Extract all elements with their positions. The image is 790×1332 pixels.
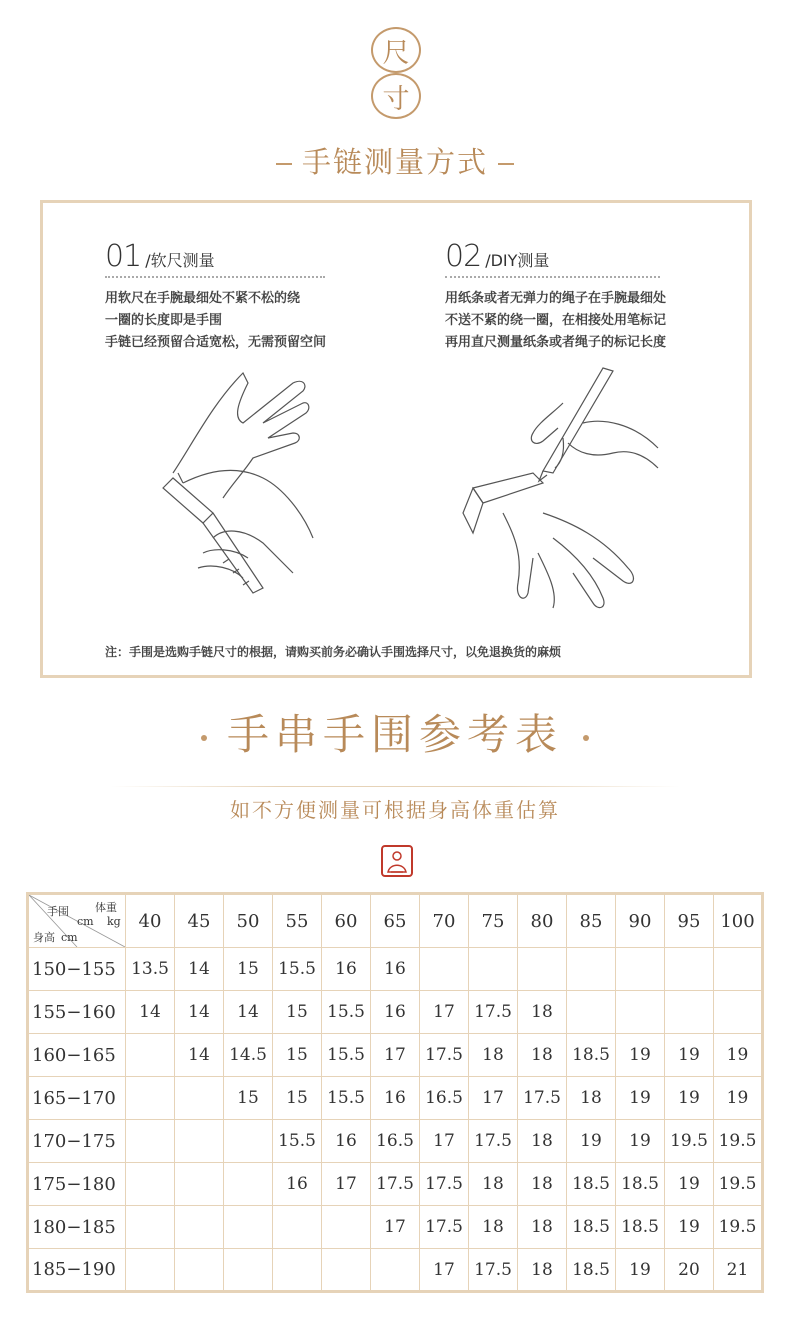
wrist-size-cell: 18 (469, 1206, 518, 1249)
wrist-size-cell: 15 (224, 948, 273, 991)
wrist-size-cell: 19.5 (665, 1120, 714, 1163)
wrist-size-cell: 18.5 (567, 1206, 616, 1249)
wrist-size-cell (616, 948, 665, 991)
size-table (26, 892, 764, 1293)
wrist-size-cell: 17.5 (518, 1077, 567, 1120)
height-range-cell: 180−185 (28, 1206, 126, 1249)
wrist-size-cell: 18 (518, 1249, 567, 1292)
wrist-size-cell: 15.5 (273, 1120, 322, 1163)
wrist-size-cell: 19 (616, 1249, 665, 1292)
weight-header-cell: 40 (126, 894, 175, 948)
size-table-subtitle: 如不方便测量可根据身高体重估算 (230, 798, 560, 822)
wrist-size-cell: 19 (665, 1077, 714, 1120)
weight-header-cell: 65 (371, 894, 420, 948)
height-range-cell: 170−175 (28, 1120, 126, 1163)
wrist-size-cell: 18.5 (567, 1163, 616, 1206)
title-divider (110, 786, 680, 787)
weight-header-cell: 60 (322, 894, 371, 948)
wrist-size-cell: 17 (420, 991, 469, 1034)
table-row (28, 1120, 763, 1163)
wrist-size-cell (126, 1206, 175, 1249)
wrist-size-cell: 15 (224, 1077, 273, 1120)
size-table-title (0, 702, 790, 762)
wrist-size-cell (175, 1120, 224, 1163)
wrist-size-cell (616, 991, 665, 1034)
wrist-size-cell (175, 1206, 224, 1249)
wrist-size-cell: 19 (665, 1034, 714, 1077)
wrist-size-cell (665, 948, 714, 991)
height-range-cell: 185−190 (28, 1249, 126, 1292)
wrist-size-cell: 14.5 (224, 1034, 273, 1077)
wrist-size-cell: 18 (469, 1163, 518, 1206)
wrist-size-cell: 16 (322, 1120, 371, 1163)
corner-height-label: 身高 (33, 931, 55, 944)
wrist-size-cell (126, 1249, 175, 1292)
wrist-size-cell: 13.5 (126, 948, 175, 991)
measure-frame (40, 200, 752, 678)
weight-header-cell: 70 (420, 894, 469, 948)
wrist-size-cell (224, 1249, 273, 1292)
table-row (28, 1077, 763, 1120)
wrist-size-cell: 16 (371, 948, 420, 991)
wrist-size-cell: 19 (714, 1034, 763, 1077)
wrist-size-cell: 14 (126, 991, 175, 1034)
method-line: 再用直尺测量纸条或者绳子的标记长度 (445, 335, 667, 350)
corner-height-unit: cm (61, 931, 78, 944)
wrist-size-cell: 16 (273, 1163, 322, 1206)
wrist-size-cell: 17 (469, 1077, 518, 1120)
table-row (28, 948, 763, 991)
wrist-size-cell: 17 (322, 1163, 371, 1206)
buddha-seal-icon (381, 845, 413, 877)
wrist-size-cell: 21 (714, 1249, 763, 1292)
wrist-size-cell (224, 1163, 273, 1206)
method-number: 02 (445, 239, 482, 274)
height-range-cell: 160−165 (28, 1034, 126, 1077)
wrist-size-cell (665, 991, 714, 1034)
wrist-size-cell: 15 (273, 991, 322, 1034)
wrist-size-cell: 19.5 (714, 1120, 763, 1163)
wrist-size-cell (126, 1077, 175, 1120)
table-row (28, 1034, 763, 1077)
wrist-size-cell: 19 (616, 1034, 665, 1077)
wrist-size-cell: 15.5 (322, 1034, 371, 1077)
weight-header-cell: 80 (518, 894, 567, 948)
wrist-size-cell (371, 1249, 420, 1292)
table-row (28, 1249, 763, 1292)
wrist-size-cell: 19 (714, 1077, 763, 1120)
wrist-size-cell (224, 1120, 273, 1163)
weight-header-cell: 55 (273, 894, 322, 948)
wrist-size-cell: 18 (567, 1077, 616, 1120)
wrist-size-cell (126, 1120, 175, 1163)
wrist-size-cell: 15 (273, 1077, 322, 1120)
wrist-size-cell: 19.5 (714, 1163, 763, 1206)
wrist-size-cell: 16.5 (371, 1120, 420, 1163)
wrist-size-cell: 14 (175, 948, 224, 991)
weight-header-cell: 75 (469, 894, 518, 948)
table-corner-cell (28, 894, 126, 948)
method-tape (105, 239, 326, 354)
weight-header-cell: 45 (175, 894, 224, 948)
wrist-size-cell: 19 (665, 1206, 714, 1249)
wrist-size-cell (469, 948, 518, 991)
wrist-size-cell: 15.5 (322, 1077, 371, 1120)
wrist-size-cell: 15.5 (322, 991, 371, 1034)
height-range-cell: 150−155 (28, 948, 126, 991)
wrist-size-cell (567, 991, 616, 1034)
method-line: 用软尺在手腕最细处不紧不松的绕 (105, 291, 301, 306)
wrist-size-cell: 16 (322, 948, 371, 991)
weight-header-cell: 95 (665, 894, 714, 948)
corner-weight-label: 体重 (95, 901, 117, 914)
wrist-size-cell: 18.5 (567, 1249, 616, 1292)
wrist-size-cell: 17 (420, 1120, 469, 1163)
method-label: /DIY测量 (485, 251, 550, 270)
wrist-size-cell: 17.5 (420, 1206, 469, 1249)
wrist-size-cell: 17.5 (469, 991, 518, 1034)
measure-note: 注：手围是选购手链尺寸的根据，请购买前务必确认手围选择尺寸，以免退换货的麻烦 (105, 645, 562, 659)
wrist-size-cell: 17.5 (371, 1163, 420, 1206)
wrist-size-cell (714, 991, 763, 1034)
table-row (28, 991, 763, 1034)
method-number: 01 (105, 239, 142, 274)
wrist-size-cell: 17.5 (469, 1120, 518, 1163)
wrist-size-cell (224, 1206, 273, 1249)
wrist-size-cell: 18 (518, 1206, 567, 1249)
wrist-size-cell: 17 (371, 1034, 420, 1077)
wrist-size-cell: 16 (371, 1077, 420, 1120)
corner-wrist-label: 手围 (47, 905, 69, 918)
wrist-size-cell: 18 (518, 1163, 567, 1206)
wrist-size-cell: 16 (371, 991, 420, 1034)
wrist-size-cell: 19 (616, 1120, 665, 1163)
height-range-cell: 165−170 (28, 1077, 126, 1120)
weight-header-cell: 90 (616, 894, 665, 948)
wrist-size-cell: 18.5 (567, 1034, 616, 1077)
wrist-size-cell: 17 (371, 1206, 420, 1249)
measure-section-title (0, 140, 790, 181)
dotted-divider (445, 276, 660, 278)
method-line: 手链已经预留合适宽松，无需预留空间 (105, 335, 327, 350)
tape-measure-hand-illustration (143, 363, 343, 613)
wrist-size-cell (518, 948, 567, 991)
wrist-size-cell: 16.5 (420, 1077, 469, 1120)
wrist-size-cell: 18 (518, 1034, 567, 1077)
wrist-size-cell (273, 1206, 322, 1249)
wrist-size-cell (714, 948, 763, 991)
table-header-row (28, 894, 763, 948)
emblem-char-1: 尺 (371, 27, 421, 73)
wrist-size-cell: 19.5 (714, 1206, 763, 1249)
wrist-size-cell: 18.5 (616, 1206, 665, 1249)
wrist-size-cell (322, 1249, 371, 1292)
wrist-size-cell: 18.5 (616, 1163, 665, 1206)
weight-header-cell: 100 (714, 894, 763, 948)
wrist-size-cell: 17.5 (469, 1249, 518, 1292)
table-row (28, 1163, 763, 1206)
wrist-size-cell (420, 948, 469, 991)
wrist-size-cell: 19 (616, 1077, 665, 1120)
height-range-cell: 155−160 (28, 991, 126, 1034)
wrist-size-cell: 19 (567, 1120, 616, 1163)
emblem-char-2: 寸 (371, 73, 421, 119)
method-line: 一圈的长度即是手围 (105, 313, 223, 328)
weight-header-cell: 50 (224, 894, 273, 948)
wrist-size-cell: 14 (175, 991, 224, 1034)
wrist-size-cell (322, 1206, 371, 1249)
wrist-size-cell (126, 1163, 175, 1206)
wrist-size-cell: 17.5 (420, 1034, 469, 1077)
corner-cm-label: cm (77, 915, 94, 928)
weight-header-cell: 85 (567, 894, 616, 948)
size-emblem (370, 27, 422, 119)
wrist-size-cell: 19 (665, 1163, 714, 1206)
wrist-size-cell (126, 1034, 175, 1077)
size-title-text: 手串手围参考表 (226, 710, 563, 759)
method-diy (445, 239, 666, 354)
wrist-size-cell: 18 (518, 991, 567, 1034)
corner-weight-unit: kg (107, 915, 121, 928)
measure-title-text: 手链测量方式 (301, 145, 488, 179)
height-range-cell: 175−180 (28, 1163, 126, 1206)
diy-measure-hand-illustration (443, 363, 673, 613)
wrist-size-cell (175, 1077, 224, 1120)
wrist-size-cell (175, 1249, 224, 1292)
dotted-divider (105, 276, 325, 278)
wrist-size-cell: 14 (175, 1034, 224, 1077)
wrist-size-cell: 18 (518, 1120, 567, 1163)
wrist-size-cell: 17.5 (420, 1163, 469, 1206)
wrist-size-cell (567, 948, 616, 991)
method-label: /软尺测量 (145, 251, 215, 270)
wrist-size-cell (273, 1249, 322, 1292)
wrist-size-cell: 14 (224, 991, 273, 1034)
wrist-size-cell: 15.5 (273, 948, 322, 991)
wrist-size-cell: 15 (273, 1034, 322, 1077)
wrist-size-cell: 18 (469, 1034, 518, 1077)
method-line: 不送不紧的绕一圈，在相接处用笔标记 (445, 313, 667, 328)
table-row (28, 1206, 763, 1249)
wrist-size-cell (175, 1163, 224, 1206)
method-line: 用纸条或者无弹力的绳子在手腕最细处 (445, 291, 667, 306)
wrist-size-cell: 17 (420, 1249, 469, 1292)
wrist-size-cell: 20 (665, 1249, 714, 1292)
